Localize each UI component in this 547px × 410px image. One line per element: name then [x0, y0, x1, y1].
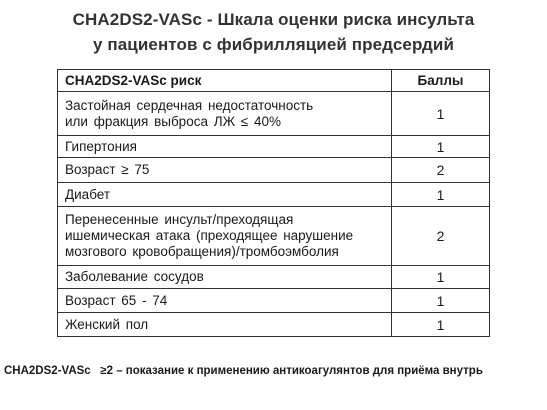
- page-title-line-1: CHA2DS2-VASc - Шкала оценки риска инсульта: [72, 10, 475, 29]
- risk-factor-cell: [58, 266, 392, 289]
- risk-factor-line: Диабет: [65, 186, 111, 202]
- table-row: [58, 313, 490, 337]
- page-title-line-2: у пациентов с фибрилляцией предсердий: [92, 35, 454, 54]
- table-row: [58, 92, 490, 136]
- footer-text: ≥2 – показание к применению антикоагулянтов для приёма внутрь: [100, 365, 483, 377]
- risk-factor-line: Застойная сердечная недостаточность: [65, 97, 314, 113]
- risk-factor-cell: [58, 207, 392, 266]
- risk-factor-line: Гипертония: [65, 138, 137, 154]
- risk-factor-line: Возраст 65 - 74: [65, 292, 168, 308]
- table-row: [58, 183, 490, 207]
- points-cell: 1: [392, 289, 490, 313]
- footer-abbreviation: CHA2DS2-VASc: [4, 365, 91, 377]
- points-cell: 1: [392, 313, 490, 337]
- risk-factor-cell: [58, 313, 392, 337]
- risk-factor-line: Женский пол: [65, 316, 149, 332]
- header-risk-factor: CHA2DS2-VASc риск: [58, 70, 392, 92]
- table-row: [58, 207, 490, 266]
- risk-factor-line: Заболевание сосудов: [65, 269, 204, 284]
- risk-factor-cell: [58, 183, 392, 207]
- header-points: Баллы: [392, 70, 490, 92]
- table-row: [58, 158, 490, 183]
- risk-factor-line: Возраст ≥ 75: [65, 162, 150, 177]
- risk-factor-line: мозгового кровобращения)/тромбоэмболия: [65, 244, 339, 259]
- risk-factor-cell: [58, 289, 392, 313]
- points-cell: 2: [392, 207, 490, 266]
- points-cell: 1: [392, 266, 490, 289]
- table-header-row: [58, 70, 490, 92]
- table-row: [58, 136, 490, 158]
- risk-factor-line: Перенесенные инсульт/преходящая: [65, 212, 294, 227]
- points-cell: 1: [392, 183, 490, 207]
- table-row: [58, 266, 490, 289]
- risk-score-table: [57, 69, 490, 337]
- risk-factor-cell: [58, 158, 392, 183]
- table-row: [58, 289, 490, 313]
- risk-factor-line: или фракция выброса ЛЖ ≤ 40%: [65, 113, 281, 129]
- points-cell: 1: [392, 92, 490, 136]
- points-cell: 2: [392, 158, 490, 183]
- risk-factor-line: ишемическая атака (преходящее нарушение: [65, 228, 354, 243]
- risk-factor-cell: [58, 136, 392, 158]
- points-cell: 1: [392, 136, 490, 158]
- footer-note: [4, 365, 483, 377]
- risk-factor-cell: [58, 92, 392, 136]
